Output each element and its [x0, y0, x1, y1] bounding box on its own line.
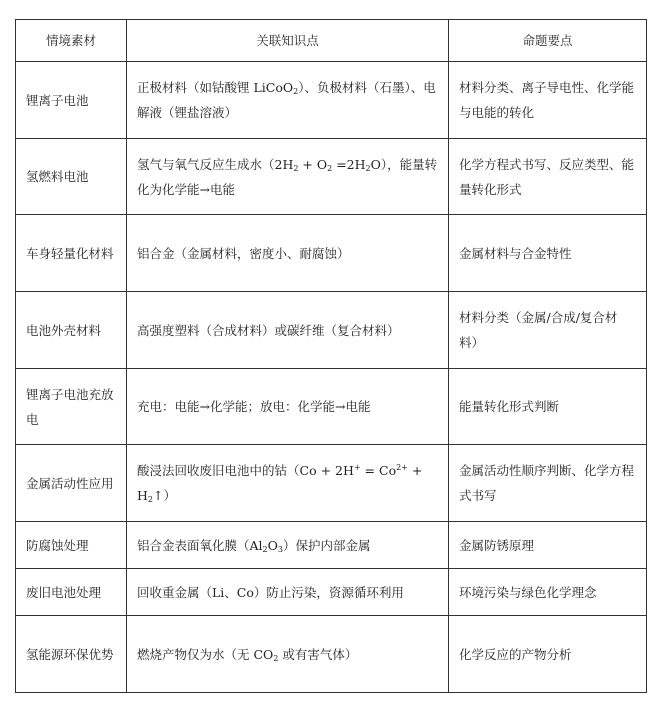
cell-knowledge: 氢气与氧气反应生成水$(2H_2 + O_2 =2H_2O)$，能量转化为化学能→电能 [127, 139, 449, 215]
table-row [16, 445, 647, 522]
cell-material: 金属活动性应用 [16, 445, 127, 522]
cell-material: 氢能源环保优势 [16, 616, 127, 693]
cell-material: 电池外壳材料 [16, 292, 127, 369]
table-row [16, 616, 647, 693]
table-row [16, 569, 647, 616]
cell-points: 化学方程式书写、反应类型、能量转化形式 [449, 139, 647, 215]
header-knowledge: 关联知识点 [127, 20, 449, 62]
table-row [16, 522, 647, 569]
cell-material: 废旧电池处理 [16, 569, 127, 616]
header-material: 情境素材 [16, 20, 127, 62]
cell-points: 金属材料与合金特性 [449, 215, 647, 292]
cell-knowledge: 正极材料（如钴酸锂 LiCoO$_2$）、负极材料（石墨）、电解液（锂盐溶液） [127, 62, 449, 139]
table-row [16, 292, 647, 369]
table-row [16, 139, 647, 215]
cell-points: 化学反应的产物分析 [449, 616, 647, 693]
table-row [16, 369, 647, 445]
cell-points: 环境污染与绿色化学理念 [449, 569, 647, 616]
cell-knowledge: 酸浸法回收废旧电池中的钴（$Co + 2H^+ = Co^{2+}$ + $H_2↑$） [127, 445, 449, 522]
cell-points: 金属防锈原理 [449, 522, 647, 569]
table-row [16, 215, 647, 292]
cell-points: 材料分类、离子导电性、化学能与电能的转化 [449, 62, 647, 139]
table-row [16, 62, 647, 139]
header-row [16, 20, 647, 62]
cell-points: 材料分类（金属/合成/复合材料） [449, 292, 647, 369]
cell-knowledge: 铝合金（金属材料，密度小、耐腐蚀） [127, 215, 449, 292]
cell-points: 能量转化形式判断 [449, 369, 647, 445]
cell-material: 锂离子电池 [16, 62, 127, 139]
cell-material: 车身轻量化材料 [16, 215, 127, 292]
knowledge-table [15, 19, 647, 693]
cell-material: 氢燃料电池 [16, 139, 127, 215]
header-points: 命题要点 [449, 20, 647, 62]
cell-knowledge: 充电：电能→化学能；放电：化学能→电能 [127, 369, 449, 445]
cell-knowledge: 铝合金表面氧化膜$(Al_2O_3)$保护内部金属 [127, 522, 449, 569]
cell-knowledge: 燃烧产物仅为水（无 $CO_2$ 或有害气体） [127, 616, 449, 693]
cell-material: 锂离子电池充放电 [16, 369, 127, 445]
cell-material: 防腐蚀处理 [16, 522, 127, 569]
cell-knowledge: 回收重金属（Li、Co）防止污染，资源循环利用 [127, 569, 449, 616]
cell-knowledge: 高强度塑料（合成材料）或碳纤维（复合材料） [127, 292, 449, 369]
table-body [16, 62, 647, 693]
cell-points: 金属活动性顺序判断、化学方程式书写 [449, 445, 647, 522]
